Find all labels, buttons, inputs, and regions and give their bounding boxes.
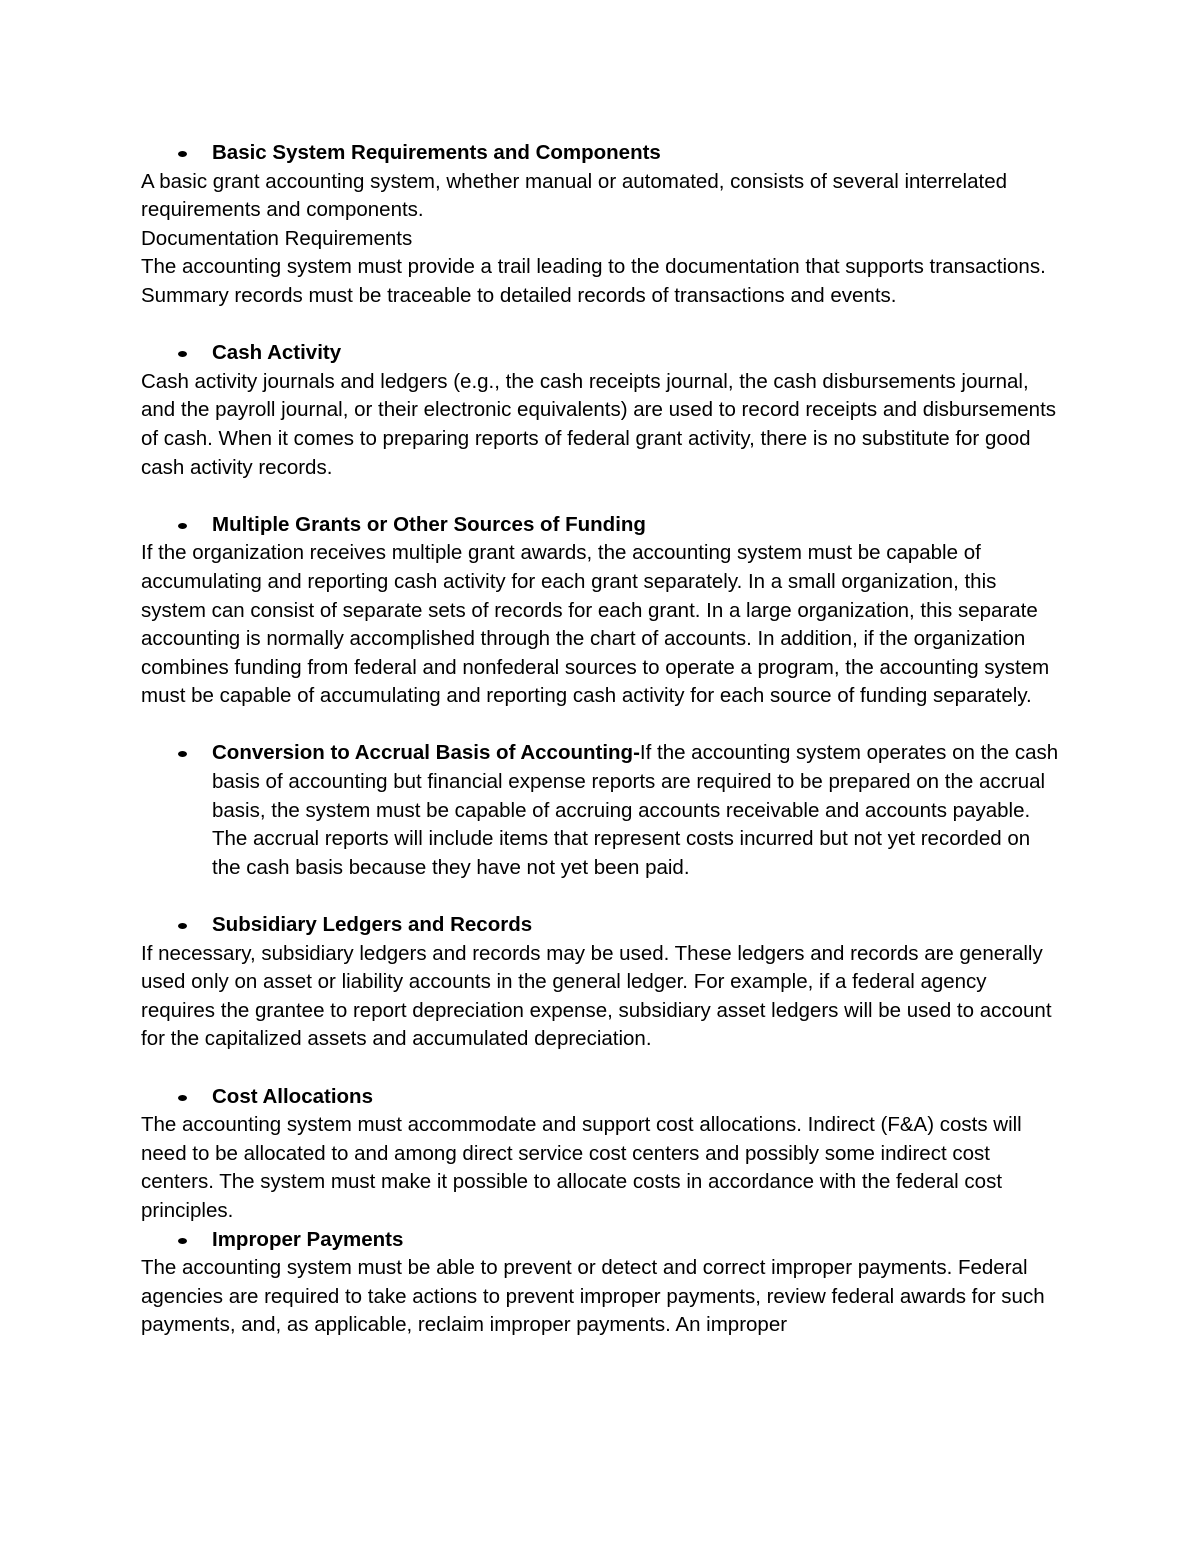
bullet-paragraph [212,739,1061,882]
section-heading: Multiple Grants or Other Sources of Funding [212,512,646,536]
bullet-item [141,739,1061,882]
bullet-icon [178,1095,187,1101]
paragraph: The accounting system must be able to prevent or detect and correct improper payments. Federal agencies are required to take actions to prevent improper payments, review federal awards for such payments, and, as applicable, reclaim improper payments. An improper [141,1256,1045,1337]
section-heading: Cost Allocations [212,1084,373,1108]
bullet-item [141,511,1061,540]
paragraph: If necessary, subsidiary ledgers and records may be used. These ledgers and records are generally used only on asset or liability accounts in the general ledger. For example, if a federal agency requires the grantee to report depreciation expense, subsidiary asset ledgers will be used to account for the capitalized assets and accumulated depreciation. [141,941,1052,1051]
bullet-item [141,911,1061,940]
paragraph: The accounting system must accommodate and support cost allocations. Indirect (F&A) costs will need to be allocated to and among direct service cost centers and possibly some indirect cost centers. The system must make it possible to allocate costs in accordance with the federal cost principles. [141,1113,1022,1222]
paragraph: The accounting system must provide a trail leading to the documentation that supports transactions. Summary records must be traceable to detailed records of transactions and events. [141,255,1046,307]
paragraph: Cash activity journals and ledgers (e.g., the cash receipts journal, the cash disbursements journal, and the payroll journal, or their electronic equivalents) are used to record receipts and disbursements of cash. When it comes to preparing reports of federal grant activity, there is no substitute for good cash activity records. [141,369,1057,479]
bullet-item [141,1083,1061,1112]
document-page [141,139,1061,1340]
section-cost-allocations [141,1083,1061,1226]
bullet-item [141,139,1061,168]
bullet-icon [178,923,187,929]
section-improper-payments [141,1226,1061,1340]
bullet-icon [178,1238,187,1244]
section-cash-activity [141,339,1061,482]
section-heading: Subsidiary Ledgers and Records [212,913,533,937]
section-multiple-grants [141,511,1061,711]
section-accrual-conversion [141,739,1061,882]
bullet-icon [178,151,187,157]
bullet-icon [178,751,187,757]
paragraph: A basic grant accounting system, whether manual or automated, consists of several interrelated requirements and components. [141,169,1008,222]
bullet-icon [178,523,187,529]
subheading: Documentation Requirements [141,226,413,250]
paragraph: If the organization receives multiple grant awards, the accounting system must be capable of accumulating and reporting cash activity for each grant separately. In a small organization, this system can consist of separate sets of records for each grant. In a large organization, this separate accounting is normally accomplished through the chart of accounts. In addition, if the organization combines funding from federal and nonfederal sources to operate a program, the accounting system must be capable of accumulating and reporting cash activity for each source of funding separately. [141,541,1050,708]
section-subsidiary-ledgers [141,911,1061,1054]
bullet-item [141,1226,1061,1255]
bullet-item [141,339,1061,368]
section-heading: Basic System Requirements and Components [212,141,661,164]
paragraph: If the accounting system operates on the cash basis of accounting but financial expense reports are required to be prepared on the accrual basis, the system must be capable of accruing accounts receivable and accounts payable. The accrual reports will include items that represent costs incurred but not yet recorded on the cash basis because they have not yet been paid. [212,741,1059,879]
section-basic-system [141,139,1061,311]
section-heading: Conversion to Accrual Basis of Accounting- [212,741,640,765]
bullet-icon [178,351,187,357]
section-heading: Cash Activity [212,341,342,365]
section-heading: Improper Payments [212,1227,404,1251]
